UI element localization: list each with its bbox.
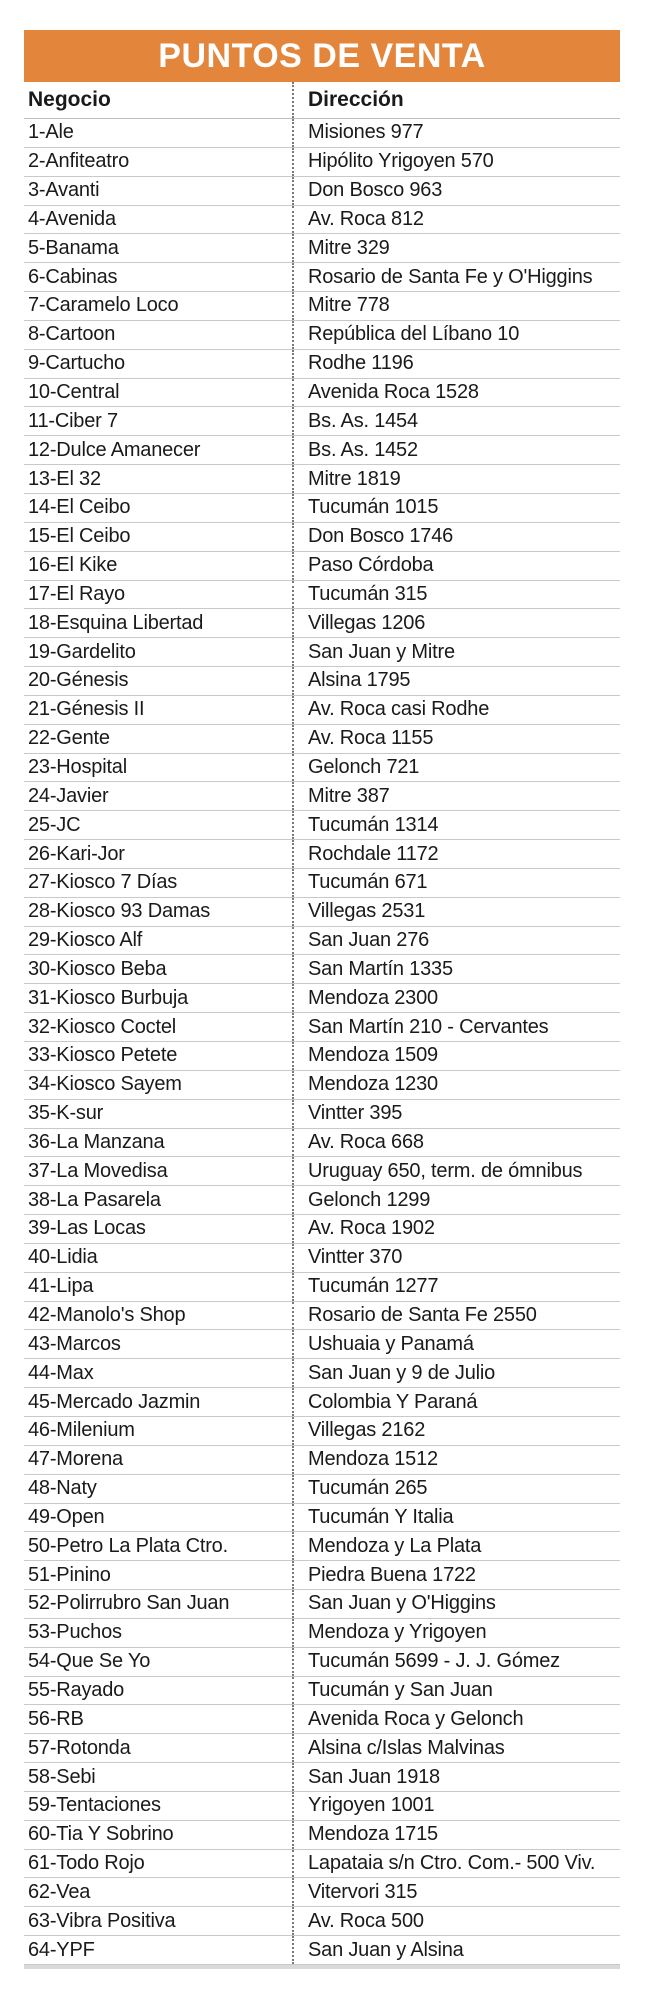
- cell-negocio: 64-YPF: [28, 1938, 95, 1961]
- cell-negocio: 36-La Manzana: [28, 1130, 165, 1153]
- cell-direccion: Mitre 387: [292, 782, 620, 810]
- cell-negocio: 4-Avenida: [28, 207, 116, 230]
- cell-negocio: 15-El Ceibo: [28, 525, 131, 548]
- table-row: [24, 523, 620, 552]
- cell-negocio: 26-Kari-Jor: [28, 842, 125, 865]
- table-row: [24, 1388, 620, 1417]
- cell-negocio: 25-JC: [28, 813, 81, 836]
- cell-direccion: Villegas 2162: [292, 1417, 620, 1445]
- table-row: [24, 1648, 620, 1677]
- cell-direccion: Av. Roca 1155: [292, 725, 620, 753]
- cell-direccion: Mitre 1819: [292, 465, 620, 493]
- cell-direccion: Tucumán 265: [292, 1475, 620, 1503]
- cell-negocio: 45-Mercado Jazmin: [28, 1390, 201, 1413]
- cell-direccion: San Martín 210 - Cervantes: [292, 1013, 620, 1041]
- table-row: [24, 148, 620, 177]
- table-row: [24, 1446, 620, 1475]
- table-row: [24, 638, 620, 667]
- cell-negocio: 7-Caramelo Loco: [28, 294, 179, 317]
- cell-negocio: 41-Lipa: [28, 1275, 94, 1298]
- table-row: [24, 1417, 620, 1446]
- table-row: [24, 984, 620, 1013]
- cell-negocio: 55-Rayado: [28, 1678, 125, 1701]
- table-row: [24, 955, 620, 984]
- table-row: [24, 1042, 620, 1071]
- table-row: [24, 1273, 620, 1302]
- cell-direccion: Mendoza 2300: [292, 984, 620, 1012]
- cell-direccion: Bs. As. 1454: [292, 407, 620, 435]
- cell-direccion: Mitre 329: [292, 234, 620, 262]
- cell-negocio: 14-El Ceibo: [28, 496, 131, 519]
- cell-negocio: 23-Hospital: [28, 755, 127, 778]
- cell-negocio: 54-Que Se Yo: [28, 1650, 151, 1673]
- table-row: [24, 407, 620, 436]
- table-row: [24, 1071, 620, 1100]
- cell-negocio: 59-Tentaciones: [28, 1794, 161, 1817]
- cell-direccion: San Juan y O'Higgins: [292, 1590, 620, 1618]
- cell-direccion: Av. Roca 500: [292, 1907, 620, 1935]
- cell-direccion: Gelonch 1299: [292, 1186, 620, 1214]
- cell-direccion: Bs. As. 1452: [292, 436, 620, 464]
- table-row: [24, 1475, 620, 1504]
- table-row: [24, 206, 620, 235]
- cell-direccion: Tucumán y San Juan: [292, 1677, 620, 1705]
- cell-negocio: 22-Gente: [28, 727, 110, 750]
- table-row: [24, 1157, 620, 1186]
- cell-negocio: 17-El Rayo: [28, 582, 125, 605]
- cell-direccion: Gelonch 721: [292, 754, 620, 782]
- cell-direccion: Mendoza 1715: [292, 1821, 620, 1849]
- cell-direccion: Av. Roca 1902: [292, 1215, 620, 1243]
- cell-direccion: Vitervori 315: [292, 1878, 620, 1906]
- cell-direccion: Mendoza y La Plata: [292, 1532, 620, 1560]
- table-row: [24, 350, 620, 379]
- cell-negocio: 44-Max: [28, 1361, 94, 1384]
- cell-direccion: Rosario de Santa Fe y O'Higgins: [292, 263, 620, 291]
- table-row: [24, 1504, 620, 1533]
- cell-negocio: 39-Las Locas: [28, 1217, 146, 1240]
- table-row: [24, 1936, 620, 1965]
- column-header-direccion: Dirección: [292, 82, 620, 118]
- cell-direccion: Av. Roca 812: [292, 206, 620, 234]
- table-row: [24, 1244, 620, 1273]
- cell-direccion: Piedra Buena 1722: [292, 1561, 620, 1589]
- cell-direccion: Don Bosco 963: [292, 177, 620, 205]
- cell-negocio: 33-Kiosco Petete: [28, 1044, 178, 1067]
- cell-negocio: 27-Kiosco 7 Días: [28, 871, 178, 894]
- cell-negocio: 6-Cabinas: [28, 265, 118, 288]
- cell-negocio: 20-Génesis: [28, 669, 129, 692]
- bottom-divider: [24, 1965, 620, 1969]
- table-row: [24, 1821, 620, 1850]
- cell-direccion: Vintter 395: [292, 1100, 620, 1128]
- table-row: [24, 782, 620, 811]
- cell-direccion: Rodhe 1196: [292, 350, 620, 378]
- table-row: [24, 725, 620, 754]
- cell-negocio: 37-La Movedisa: [28, 1159, 168, 1182]
- column-header-negocio: Negocio: [28, 88, 111, 111]
- cell-direccion: Tucumán 1314: [292, 811, 620, 839]
- cell-negocio: 30-Kiosco Beba: [28, 957, 167, 980]
- cell-negocio: 42-Manolo's Shop: [28, 1304, 186, 1327]
- cell-negocio: 62-Vea: [28, 1880, 91, 1903]
- cell-negocio: 58-Sebi: [28, 1765, 96, 1788]
- cell-direccion: Av. Roca casi Rodhe: [292, 696, 620, 724]
- cell-negocio: 38-La Pasarela: [28, 1188, 161, 1211]
- table-row: [24, 1907, 620, 1936]
- cell-direccion: Tucumán 5699 - J. J. Gómez: [292, 1648, 620, 1676]
- cell-direccion: Avenida Roca y Gelonch: [292, 1705, 620, 1733]
- cell-negocio: 8-Cartoon: [28, 323, 116, 346]
- cell-direccion: Don Bosco 1746: [292, 523, 620, 551]
- cell-negocio: 5-Banama: [28, 236, 119, 259]
- cell-negocio: 61-Todo Rojo: [28, 1852, 145, 1875]
- table-row: [24, 1619, 620, 1648]
- table-row: [24, 1705, 620, 1734]
- table-row: [24, 1561, 620, 1590]
- table-row: [24, 1013, 620, 1042]
- table-row: [24, 552, 620, 581]
- table-row: [24, 321, 620, 350]
- cell-direccion: Mendoza 1512: [292, 1446, 620, 1474]
- table-row: [24, 1330, 620, 1359]
- cell-negocio: 12-Dulce Amanecer: [28, 438, 201, 461]
- cell-direccion: San Juan 1918: [292, 1763, 620, 1791]
- table-row: [24, 1100, 620, 1129]
- cell-negocio: 1-Ale: [28, 121, 74, 144]
- table-row: [24, 177, 620, 206]
- sales-points-table: [24, 30, 620, 1969]
- cell-direccion: Mendoza 1230: [292, 1071, 620, 1099]
- cell-direccion: Alsina 1795: [292, 667, 620, 695]
- cell-direccion: Mitre 778: [292, 292, 620, 320]
- table-row: [24, 1763, 620, 1792]
- table-row: [24, 234, 620, 263]
- table-row: [24, 119, 620, 148]
- cell-direccion: Villegas 1206: [292, 609, 620, 637]
- cell-direccion: Tucumán Y Italia: [292, 1504, 620, 1532]
- table-row: [24, 1302, 620, 1331]
- cell-negocio: 3-Avanti: [28, 179, 100, 202]
- cell-negocio: 63-Vibra Positiva: [28, 1909, 176, 1932]
- table-row: [24, 436, 620, 465]
- table-row: [24, 379, 620, 408]
- cell-direccion: Tucumán 315: [292, 581, 620, 609]
- cell-negocio: 19-Gardelito: [28, 640, 136, 663]
- table-row: [24, 927, 620, 956]
- cell-negocio: 53-Puchos: [28, 1621, 122, 1644]
- table-row: [24, 696, 620, 725]
- cell-negocio: 29-Kiosco Alf: [28, 929, 143, 952]
- table-row: [24, 1590, 620, 1619]
- table-row: [24, 1677, 620, 1706]
- cell-direccion: San Juan y Mitre: [292, 638, 620, 666]
- cell-direccion: San Juan y 9 de Julio: [292, 1359, 620, 1387]
- table-row: [24, 1792, 620, 1821]
- table-title: PUNTOS DE VENTA: [24, 30, 620, 82]
- cell-negocio: 40-Lidia: [28, 1246, 98, 1269]
- cell-negocio: 18-Esquina Libertad: [28, 611, 204, 634]
- table-row: [24, 609, 620, 638]
- cell-negocio: 24-Javier: [28, 784, 109, 807]
- cell-negocio: 52-Polirrubro San Juan: [28, 1592, 230, 1615]
- cell-direccion: San Juan 276: [292, 927, 620, 955]
- cell-direccion: Uruguay 650, term. de ómnibus: [292, 1157, 620, 1185]
- cell-negocio: 46-Milenium: [28, 1419, 135, 1442]
- table-row: [24, 667, 620, 696]
- cell-negocio: 60-Tia Y Sobrino: [28, 1823, 174, 1846]
- cell-negocio: 28-Kiosco 93 Damas: [28, 900, 211, 923]
- table-row: [24, 1532, 620, 1561]
- cell-direccion: Vintter 370: [292, 1244, 620, 1272]
- cell-negocio: 31-Kiosco Burbuja: [28, 986, 189, 1009]
- cell-negocio: 47-Morena: [28, 1448, 123, 1471]
- cell-direccion: Mendoza y Yrigoyen: [292, 1619, 620, 1647]
- table-body: [24, 119, 620, 1965]
- table-row: [24, 581, 620, 610]
- cell-negocio: 21-Génesis II: [28, 698, 145, 721]
- cell-direccion: Colombia Y Paraná: [292, 1388, 620, 1416]
- table-row: [24, 811, 620, 840]
- cell-direccion: Alsina c/Islas Malvinas: [292, 1734, 620, 1762]
- table-row: [24, 1186, 620, 1215]
- cell-negocio: 49-Open: [28, 1505, 105, 1528]
- cell-direccion: Rosario de Santa Fe 2550: [292, 1302, 620, 1330]
- table-row: [24, 840, 620, 869]
- cell-negocio: 16-El Kike: [28, 554, 118, 577]
- cell-direccion: Paso Córdoba: [292, 552, 620, 580]
- cell-direccion: Rochdale 1172: [292, 840, 620, 868]
- cell-direccion: Ushuaia y Panamá: [292, 1330, 620, 1358]
- cell-negocio: 2-Anfiteatro: [28, 150, 129, 173]
- table-row: [24, 869, 620, 898]
- cell-direccion: Av. Roca 668: [292, 1129, 620, 1157]
- cell-negocio: 10-Central: [28, 381, 120, 404]
- cell-negocio: 51-Pinino: [28, 1563, 111, 1586]
- cell-negocio: 48-Naty: [28, 1477, 97, 1500]
- cell-direccion: Lapataia s/n Ctro. Com.- 500 Viv.: [292, 1850, 620, 1878]
- cell-direccion: Avenida Roca 1528: [292, 379, 620, 407]
- cell-negocio: 34-Kiosco Sayem: [28, 1073, 182, 1096]
- cell-direccion: Tucumán 1277: [292, 1273, 620, 1301]
- table-row: [24, 1850, 620, 1879]
- table-row: [24, 263, 620, 292]
- cell-direccion: San Juan y Alsina: [292, 1936, 620, 1964]
- cell-direccion: Villegas 2531: [292, 898, 620, 926]
- table-row: [24, 1878, 620, 1907]
- table-header: [24, 82, 620, 119]
- cell-negocio: 9-Cartucho: [28, 352, 125, 375]
- cell-direccion: Misiones 977: [292, 119, 620, 147]
- cell-direccion: Yrigoyen 1001: [292, 1792, 620, 1820]
- table-row: [24, 754, 620, 783]
- cell-direccion: República del Líbano 10: [292, 321, 620, 349]
- cell-negocio: 13-El 32: [28, 467, 101, 490]
- table-row: [24, 1215, 620, 1244]
- cell-negocio: 35-K-sur: [28, 1102, 104, 1125]
- table-row: [24, 292, 620, 321]
- cell-direccion: San Martín 1335: [292, 955, 620, 983]
- table-row: [24, 898, 620, 927]
- cell-direccion: Tucumán 671: [292, 869, 620, 897]
- cell-negocio: 50-Petro La Plata Ctro.: [28, 1534, 228, 1557]
- table-row: [24, 465, 620, 494]
- table-row: [24, 1359, 620, 1388]
- cell-negocio: 57-Rotonda: [28, 1736, 131, 1759]
- cell-negocio: 43-Marcos: [28, 1332, 121, 1355]
- cell-direccion: Hipólito Yrigoyen 570: [292, 148, 620, 176]
- cell-negocio: 11-Ciber 7: [28, 409, 118, 432]
- table-row: [24, 494, 620, 523]
- cell-direccion: Mendoza 1509: [292, 1042, 620, 1070]
- table-row: [24, 1734, 620, 1763]
- table-row: [24, 1129, 620, 1158]
- cell-negocio: 32-Kiosco Coctel: [28, 1015, 176, 1038]
- cell-negocio: 56-RB: [28, 1707, 84, 1730]
- cell-direccion: Tucumán 1015: [292, 494, 620, 522]
